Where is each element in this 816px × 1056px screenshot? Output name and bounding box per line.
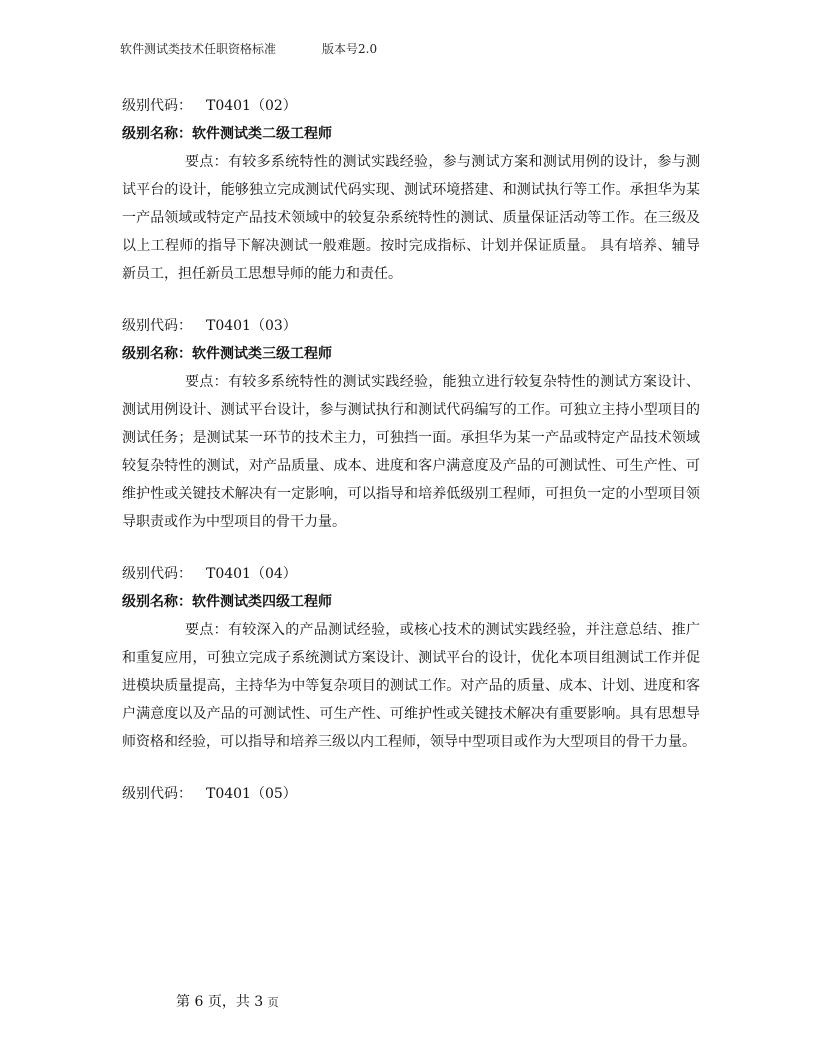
level-section-05 <box>122 780 700 808</box>
level-code-label: 级别代码： <box>122 98 192 114</box>
level-section-02 <box>122 92 700 288</box>
header-version: 版本号2.0 <box>322 42 378 56</box>
footer-prefix: 第 <box>176 994 190 1010</box>
level-code-label: 级别代码： <box>122 318 192 334</box>
footer-mid: 页，共 <box>207 994 250 1010</box>
footer-page-number: 6 <box>194 994 204 1010</box>
document-body <box>122 92 700 832</box>
level-section-04 <box>122 560 700 756</box>
level-code-value: T0401（04） <box>206 566 297 582</box>
level-name: 级别名称：软件测试类二级工程师 <box>122 126 332 142</box>
level-description: 要点：有较深入的产品测试经验，或核心技术的测试实践经验，并注意总结、推广和重复应用，可独立完成子系统测试方案设计、测试平台的设计，优化本项目组测试工作并促进模块质量提高，主持华为中等复杂项目的测试工作。对产品的质量、成本、计划、进度和客户满意度以及产品的可测试性、可生产性、可维护性或关键技术解决有重要影响。具有思想导师资格和经验，可以指导和培养三级以内工程师，领导中型项目或作为大型项目的骨干力量。 <box>122 622 700 750</box>
level-name: 级别名称：软件测试类三级工程师 <box>122 346 332 362</box>
footer-total-pages: 3 <box>254 994 264 1010</box>
level-code-value: T0401（03） <box>206 318 297 334</box>
footer-suffix: 页 <box>267 996 279 1009</box>
header-title: 软件测试类技术任职资格标准 <box>120 42 277 56</box>
level-section-03 <box>122 312 700 536</box>
page-header <box>120 40 377 57</box>
level-code-value: T0401（05） <box>206 786 297 802</box>
level-description: 要点：有较多系统特性的测试实践经验，参与测试方案和测试用例的设计，参与测试平台的设计，能够独立完成测试代码实现、测试环境搭建、和测试执行等工作。承担华为某一产品领域或特定产品技术领域中的较复杂系统特性的测试、质量保证活动等工作。在三级及以上工程师的指导下解决测试一般难题。按时完成指标、计划并保证质量。 具有培养、辅导新员工，担任新员工思想导师的能力和责任。 <box>122 154 700 282</box>
level-code-line <box>122 92 700 120</box>
level-description: 要点：有较多系统特性的测试实践经验，能独立进行较复杂特性的测试方案设计、测试用例设计、测试平台设计，参与测试执行和测试代码编写的工作。可独立主持小型项目的测试任务；是测试某一环节的技术主力，可独挡一面。承担华为某一产品或特定产品技术领域较复杂特性的测试，对产品质量、成本、进度和客户满意度及产品的可测试性、可生产性、可维护性或关键技术解决有一定影响，可以指导和培养低级别工程师，可担负一定的小型项目领导职责或作为中型项目的骨干力量。 <box>122 374 700 530</box>
level-code-value: T0401（02） <box>206 98 297 114</box>
level-code-line <box>122 312 700 340</box>
level-code-line <box>122 560 700 588</box>
level-code-line <box>122 780 700 808</box>
level-name: 级别名称：软件测试类四级工程师 <box>122 594 332 610</box>
level-code-label: 级别代码： <box>122 566 192 582</box>
page-footer <box>176 991 279 1011</box>
level-code-label: 级别代码： <box>122 786 192 802</box>
